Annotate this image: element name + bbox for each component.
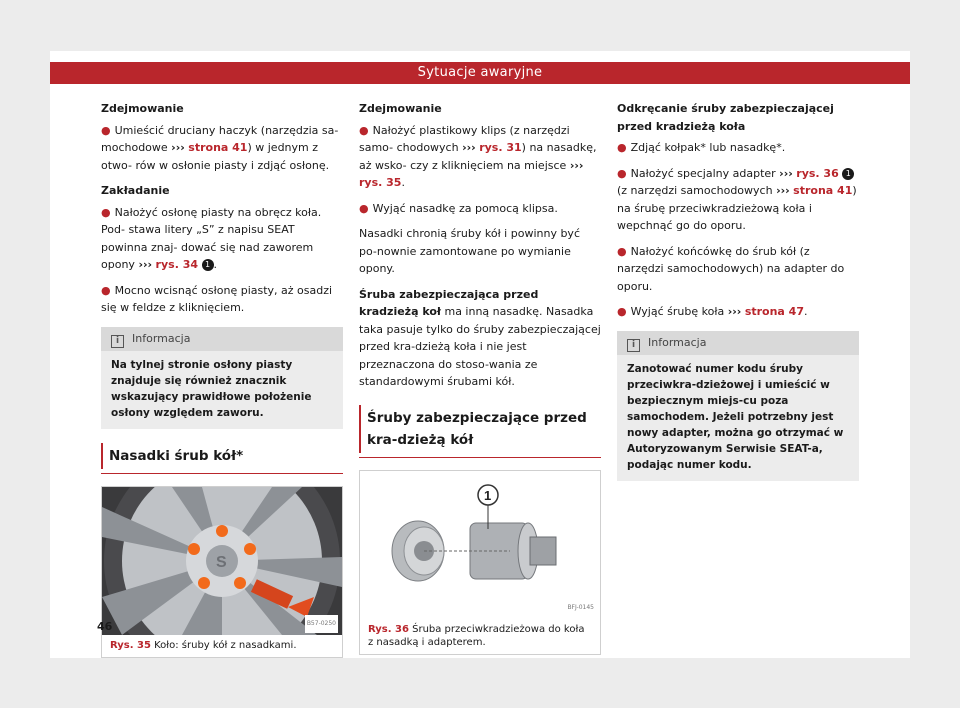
arrow-icon: ››› <box>462 141 476 154</box>
arrow-icon: ››› <box>779 166 793 180</box>
info-box <box>617 331 859 481</box>
info-text: Na tylnej stronie osłony piasty znajduje się również znacznik wskazujący prawidłowe położenie osłony względem zaworu. <box>111 358 312 419</box>
arrow-icon: ››› <box>569 158 584 172</box>
info-box <box>101 327 343 429</box>
step-3: ● Nałożyć końcówkę do śrub kół (z narzędzi samochodowych) na adapter do oporu. <box>617 244 845 293</box>
info-header: i Informacja <box>101 327 343 351</box>
bullet-icon: ● <box>101 283 111 297</box>
figure-link[interactable]: rys. 31 <box>479 141 522 154</box>
figure-label: Rys. 36 <box>368 623 409 635</box>
page-link[interactable]: strona 41 <box>793 184 853 197</box>
step-remove-cap: ● Nałożyć plastikowy klips (z narzędzi samo- chodowych ››› rys. 31) na nasadkę, aż wsko- czy z kliknięciem na miejsce ››› rys. 35. <box>359 123 597 189</box>
bullet-icon: ● <box>359 123 369 137</box>
lock-bolt-illustration <box>360 471 600 619</box>
arrow-icon: ››› <box>776 184 790 197</box>
wheel-illustration <box>102 487 342 635</box>
section-title: Śruby zabezpieczające przed kra-dzieżą kół <box>359 405 601 453</box>
figure-35 <box>101 486 343 658</box>
step-4: ● Wyjąć śrubę koła ››› strona 47. <box>617 305 808 318</box>
callout-number: 1 <box>842 168 854 180</box>
page-link[interactable]: strona 41 <box>188 141 248 154</box>
chapter-title: Sytuacje awaryjne <box>417 65 543 80</box>
info-text: Zanotować numer kodu śruby przeciwkra-dzieżowej i umieścić w bezpiecznym miejs-cu poza samochodem. Jeżeli potrzebny jest nowy adapter, można go otrzymać w Autoryzowanym Serwisie SEAT-a, podając numer kodu. <box>627 362 844 471</box>
paragraph-lock-cap: Śruba zabezpieczająca przed kradzieżą koł ma inną nasadkę. Nasadka taka pasuje tylko do śruby zabezpieczającej przed kra-dzieżą koła i nie jest przeznaczona do stoso-wania ze standardowymi śrubami kół. <box>359 287 601 388</box>
figure-link[interactable]: rys. 34 <box>155 258 199 271</box>
step-fit-1: ● Nałożyć osłonę piasty na obręcz koła. Pod- stawa litery „S” z napisu SEAT powinna znaj- dować się nad zaworem opony ››› rys. 34 1 . <box>101 205 322 271</box>
section-title: Nasadki śrub kół* <box>101 443 343 469</box>
step-remove: ● Umieścić druciany haczyk (narzędzia sa- mochodowe ››› strona 41) w jednym z otwo- rów w osłonie piasty i zdjąć osłonę. <box>101 123 339 172</box>
column-2 <box>359 100 601 655</box>
bullet-icon: ● <box>101 205 111 219</box>
paragraph-caps: Nasadki chronią śruby kół i powinny być po-nownie zamontowane po wymianie opony. <box>359 227 580 275</box>
heading-unscrew-lock: Odkręcanie śruby zabezpieczającej przed kradzieżą koła <box>617 102 834 133</box>
bullet-icon: ● <box>617 305 627 318</box>
figure-36 <box>359 470 601 655</box>
figure-link[interactable]: rys. 35 <box>359 176 402 189</box>
heading-remove: Zdejmowanie <box>101 102 184 115</box>
callout-number: 1 <box>202 259 214 271</box>
bullet-icon: ● <box>617 141 627 154</box>
figure-code: B57-0250 <box>305 615 338 633</box>
bullet-icon: ● <box>617 244 627 258</box>
callout-number: 1 <box>484 487 492 503</box>
bullet-icon: ● <box>359 201 369 215</box>
info-header: i Informacja <box>617 331 859 355</box>
column-3 <box>617 100 859 493</box>
figure-label: Rys. 35 <box>110 639 151 651</box>
arrow-icon: ››› <box>727 305 742 318</box>
step-fit-2: ● Mocno wcisnąć osłonę piasty, aż osadzi się w feldze z kliknięciem. <box>101 283 333 314</box>
page-link[interactable]: strona 47 <box>744 305 804 318</box>
figure-link[interactable]: rys. 36 <box>796 166 839 180</box>
arrow-icon: ››› <box>138 258 153 271</box>
step-pull-cap: ● Wyjąć nasadkę za pomocą klipsa. <box>359 201 558 215</box>
bullet-icon: ● <box>617 166 627 180</box>
column-1 <box>101 100 343 658</box>
page-number: 46 <box>97 620 113 633</box>
figure-caption: Rys. 36 Śruba przeciwkradzieżowa do koła z nasadką i adapterem. <box>368 623 585 648</box>
section-rule <box>359 453 601 458</box>
section-rule <box>101 469 343 474</box>
page-header <box>50 62 910 84</box>
figure-caption: Rys. 35 Koło: śruby kół z nasadkami. <box>110 639 297 651</box>
figure-code: BFJ-0145 <box>565 599 596 617</box>
heading-remove: Zdejmowanie <box>359 102 442 115</box>
heading-fit: Zakładanie <box>101 184 170 197</box>
step-1: ● Zdjąć kołpak* lub nasadkę*. <box>617 141 786 154</box>
step-2: ● Nałożyć specjalny adapter ››› rys. 36 1 (z narzędzi samochodowych ››› strona 41) na śrubę przeciwkradzieżową koła i wepchnąć go do oporu. <box>617 166 857 232</box>
bullet-icon: ● <box>101 123 111 137</box>
info-icon: i <box>111 335 124 348</box>
svg-text:S: S <box>216 553 227 571</box>
arrow-icon: ››› <box>171 141 185 154</box>
info-icon: i <box>627 339 640 352</box>
